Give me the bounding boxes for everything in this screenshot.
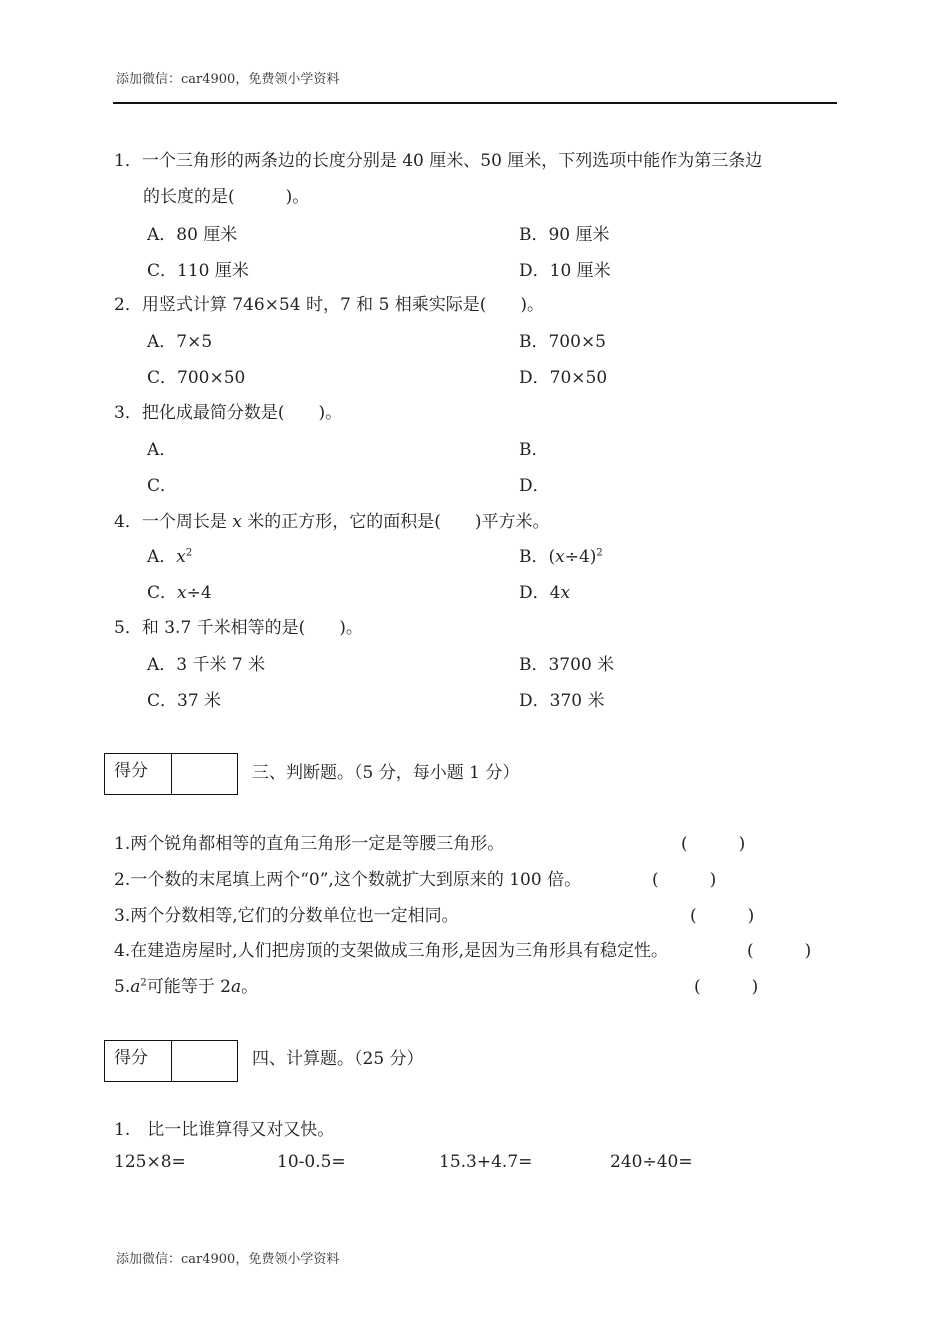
- judge-item-1-answer: ( ): [681, 834, 746, 854]
- q4-option-a: A．$x^2$: [147, 547, 193, 567]
- judge-item-5: $5.a^2$可能等于 2a。: [114, 977, 259, 997]
- question-1-line-1: 1．一个三角形的两条边的长度分别是 40 厘米、50 厘米，下列选项中能作为第三条边: [114, 151, 763, 171]
- header-rule: [113, 102, 837, 104]
- judge-item-4-answer: ( ): [747, 941, 812, 961]
- score-label: 得分: [114, 761, 148, 781]
- judge-item-4: 4.在建造房屋时,人们把房顶的支架做成三角形,是因为三角形具有稳定性。: [114, 941, 669, 961]
- judge-item-3-answer: ( ): [690, 906, 755, 926]
- q5-option-a: A．3 千米 7 米: [147, 655, 266, 675]
- q2-option-d: D．70×50: [519, 368, 608, 388]
- q3-option-a: A．: [147, 440, 177, 460]
- score-label: 得分: [114, 1048, 148, 1068]
- q1-option-d: D．10 厘米: [519, 261, 611, 281]
- q5-option-d: D．370 米: [519, 691, 605, 711]
- page-footer: 添加微信：car4900，免费领小学资料: [116, 1252, 340, 1267]
- judge-item-5-answer: ( ): [694, 977, 759, 997]
- score-box-section-4: [104, 1040, 238, 1082]
- calc-expression: 240÷40=: [610, 1152, 693, 1172]
- q4-option-c: C．x÷4: [147, 583, 212, 603]
- q3-option-d: D．: [519, 476, 550, 496]
- q1-option-a: A．80 厘米: [147, 225, 238, 245]
- question-1-line-2: 的长度的是( )。: [143, 187, 310, 207]
- question-3: 3．把化成最简分数是( )。: [114, 403, 343, 423]
- question-2: 2．用竖式计算 746×54 时，7 和 5 相乘实际是( )。: [114, 295, 545, 315]
- q3-option-b: B．: [519, 440, 549, 460]
- q1-option-b: B．90 厘米: [519, 225, 610, 245]
- q2-option-c: C．700×50: [147, 368, 246, 388]
- judge-item-2-answer: ( ): [652, 870, 717, 890]
- section-3-title: 三、判断题。（5 分，每小题 1 分）: [252, 763, 520, 783]
- score-box-section-3: [104, 753, 238, 795]
- q2-option-a: A．7×5: [147, 332, 213, 352]
- q1-option-c: C．110 厘米: [147, 261, 249, 281]
- score-box-divider: [171, 1041, 172, 1081]
- q3-option-c: C．: [147, 476, 178, 496]
- judge-item-2: 2.一个数的末尾填上两个“0”,这个数就扩大到原来的 100 倍。: [114, 870, 582, 890]
- q5-option-c: C．37 米: [147, 691, 222, 711]
- page-header: 添加微信：car4900，免费领小学资料: [116, 72, 340, 87]
- calc-expression: 10-0.5=: [277, 1152, 346, 1172]
- calc-subtitle-1: 1. 比一比谁算得又对又快。: [114, 1120, 335, 1140]
- q2-option-b: B．700×5: [519, 332, 607, 352]
- judge-item-3: 3.两个分数相等,它们的分数单位也一定相同。: [114, 906, 459, 926]
- q4-option-b: B．$(x\div 4)^2$: [519, 547, 603, 567]
- judge-item-1: 1.两个锐角都相等的直角三角形一定是等腰三角形。: [114, 834, 505, 854]
- score-box-divider: [171, 754, 172, 794]
- calc-expression: 15.3+4.7=: [439, 1152, 533, 1172]
- q4-option-d: D．4x: [519, 583, 571, 603]
- q5-option-b: B．3700 米: [519, 655, 615, 675]
- question-5: 5．和 3.7 千米相等的是( )。: [114, 618, 363, 638]
- section-4-title: 四、计算题。（25 分）: [252, 1049, 424, 1069]
- calc-expression: 125×8=: [114, 1152, 186, 1172]
- question-4: 4．一个周长是 x 米的正方形，它的面积是( )平方米。: [114, 512, 550, 532]
